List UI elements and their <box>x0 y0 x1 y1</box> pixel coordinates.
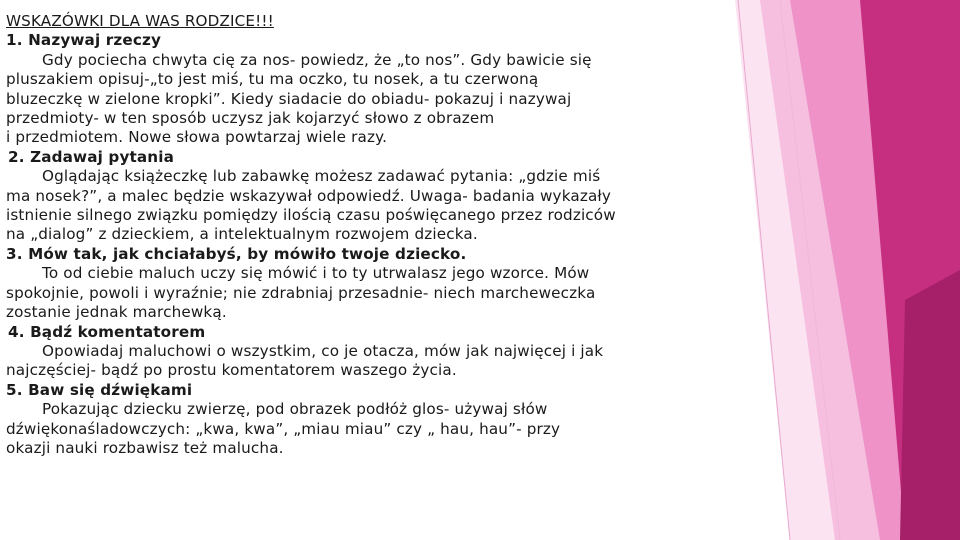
text-line: spokojnie, powoli i wyraźnie; nie zdrabniaj przesadnie- niech marcheweczka <box>6 283 596 302</box>
section-body <box>6 264 724 322</box>
section-title: 3. Mów tak, jak chciałabyś, by mówiło twoje dziecko. <box>6 244 467 263</box>
text-line: istnienie silnego związku pomiędzy ilością czasu poświęcanego przez rodziców <box>6 206 616 225</box>
section-body <box>6 342 724 381</box>
section-title: 4. Bądź komentatorem <box>8 322 206 341</box>
text-line: Pokazując dziecku zwierzę, pod obrazek podłóż glos- używaj słów <box>42 400 548 419</box>
text-line: Gdy pociecha chwyta cię za nos- powiedz, że „to nos”. Gdy bawicie się <box>42 50 592 69</box>
text-line: Oglądając książeczkę lub zabawkę możesz zadawać pytania: „gdzie miś <box>42 167 601 186</box>
text-line: okazji nauki rozbawisz też malucha. <box>6 438 284 457</box>
section-2 <box>6 148 724 245</box>
section-body <box>6 51 724 148</box>
text-line: ma nosek?”, a malec będzie wskazywał odpowiedź. Uwaga- badania wykazały <box>6 186 612 205</box>
text-line: zostanie jednak marchewką. <box>6 303 227 322</box>
section-body <box>6 400 724 458</box>
text-line: na „dialog” z dzieckiem, a intelektualnym rozwojem dziecka. <box>6 225 478 244</box>
text-line: bluzeczkę w zielone kropki”. Kiedy siadacie do obiadu- pokazuj i nazywaj <box>6 89 572 108</box>
section-5 <box>6 381 724 459</box>
text-line: i przedmiotem. Nowe słowa powtarzaj wiele razy. <box>6 128 388 147</box>
section-1 <box>6 31 724 147</box>
section-title: 1. Nazywaj rzeczy <box>6 31 162 50</box>
text-line: Opowiadaj maluchowi o wszystkim, co je otacza, mów jak najwięcej i jak <box>42 341 604 360</box>
text-line: pluszakiem opisuj-„to jest miś, tu ma oczko, tu nosek, a tu czerwoną <box>6 70 539 89</box>
text-line: najczęściej- bądź po prostu komentatorem waszego życia. <box>6 361 457 380</box>
slide-content <box>6 12 724 458</box>
section-4 <box>6 323 724 381</box>
decor-panel-shadow <box>900 270 960 540</box>
text-line: przedmioty- w ten sposób uczysz jak kojarzyć słowo z obrazem <box>6 109 495 128</box>
section-3 <box>6 245 724 323</box>
text-line: dźwiękonaśladowczych: „kwa, kwa”, „miau miau” czy „ hau, hau”- przy <box>6 419 561 438</box>
section-title: 5. Baw się dźwiękami <box>6 380 193 399</box>
section-title: 2. Zadawaj pytania <box>8 147 175 166</box>
text-line: To od ciebie maluch uczy się mówić i to ty utrwalasz jego wzorce. Mów <box>42 264 590 283</box>
section-body <box>6 167 724 245</box>
slide-heading: WSKAZÓWKI DLA WAS RODZICE!!! <box>6 12 274 30</box>
